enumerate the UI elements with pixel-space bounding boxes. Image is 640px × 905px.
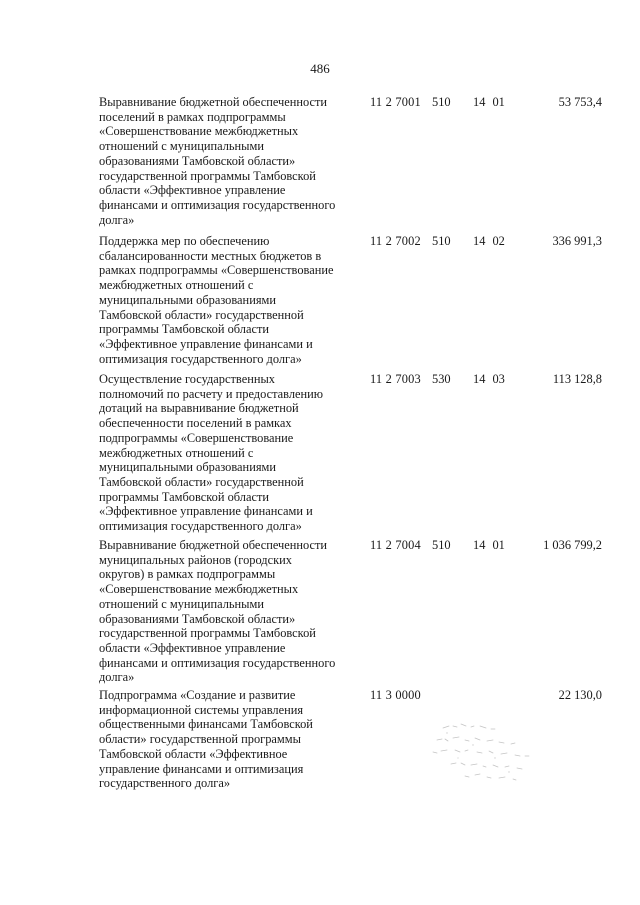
row-amount: 336 991,3: [552, 234, 602, 248]
expense-type-code: 530: [432, 372, 451, 386]
row-description: Выравнивание бюджетной обеспеченности поселений в рамках подпрограммы «Совершенствование межбюджетных отношений с муниципальными образованиями Тамбовской области» государственной программы Тамбовской области «Эффективное управление финансами и оптимизация государственного долга»: [99, 95, 336, 227]
section-subsection-code: 14 01: [473, 95, 505, 109]
expense-type-code: 510: [432, 538, 451, 552]
section-subsection-code: 14 01: [473, 538, 505, 552]
row-amount: 22 130,0: [558, 688, 602, 702]
expense-type-code: 510: [432, 95, 451, 109]
row-description: Выравнивание бюджетной обеспеченности муниципальных районов (городских округов) в рамках подпрограммы «Совершенствование межбюджетных отношений с муниципальными образованиями Тамбовской области» государственной программы Тамбовской области «Эффективное управление финансами и оптимизация государственного долга»: [99, 538, 336, 685]
section-subsection-code: 14 02: [473, 234, 505, 248]
target-article-code: 11 2 7003: [370, 372, 421, 386]
row-description: Подпрограмма «Создание и развитие информационной системы управления общественными финансами Тамбовской области» государственной программы Тамбовской области «Эффективное управление финансами и оптимизация государственного долга»: [99, 688, 313, 791]
target-article-code: 11 2 7001: [370, 95, 421, 109]
row-amount: 53 753,4: [558, 95, 602, 109]
row-description: Осуществление государственных полномочий по расчету и предоставлению дотаций на выравнивание бюджетной обеспеченности поселений в рамках подпрограммы «Совершенствование межбюджетных отношений с муниципальными образованиями Тамбовской области» государственной программы Тамбовской области «Эффективное управление финансами и оптимизация государственного долга»: [99, 372, 324, 534]
row-description: Поддержка мер по обеспечению сбалансированности местных бюджетов в рамках подпрограммы «Совершенствование межбюджетных отношений с муниципальными образованиями Тамбовской области» государственной программы Тамбовской области «Эффективное управление финансами и оптимизация государственного долга»: [99, 234, 334, 366]
target-article-code: 11 3 0000: [370, 688, 421, 702]
target-article-code: 11 2 7004: [370, 538, 421, 552]
expense-type-code: 510: [432, 234, 451, 248]
faint-stamp-mark: [425, 718, 540, 788]
row-amount: 113 128,8: [552, 372, 602, 386]
page-number: 486: [310, 61, 330, 76]
row-amount: 1 036 799,2: [543, 538, 602, 552]
target-article-code: 11 2 7002: [370, 234, 421, 248]
section-subsection-code: 14 03: [473, 372, 505, 386]
